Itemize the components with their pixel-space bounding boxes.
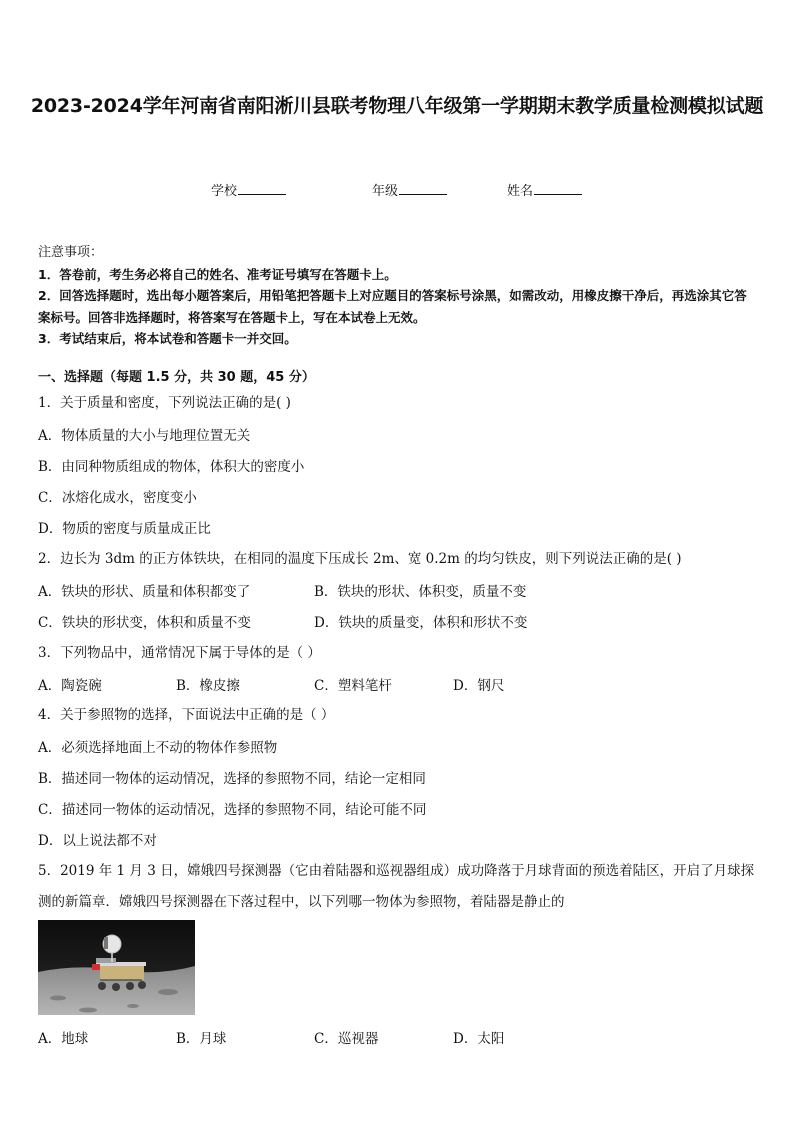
q4-option-d[interactable]: D．以上说法都不对 <box>38 833 157 849</box>
grade-blank[interactable] <box>399 180 447 195</box>
student-info-row <box>0 180 794 200</box>
q2-option-d[interactable]: D．铁块的质量变，体积和形状不变 <box>314 615 528 631</box>
q3-option-c[interactable]: C．塑料笔杆 <box>314 678 392 694</box>
name-blank[interactable] <box>534 180 582 195</box>
question-4-stem: 4．关于参照物的选择，下面说法中正确的是（ ） <box>38 707 335 723</box>
question-5-stem: 5．2019 年 1 月 3 日，嫦娥四号探测器（它由着陆器和巡视器组成）成功降落于月球背面的预选着陆区，开启了月球探测的新篇章．嫦娥四号探测器在下落过程中，以下列哪一物体为参照物，着陆器是静止的 <box>38 863 755 910</box>
notice-item: 2．回答选择题时，选出每小题答案后，用铅笔把答题卡上对应题目的答案标号涂黑，如需改动，用橡皮擦干净后，再选涂其它答案标号。回答非选择题时，将答案写在答题卡上，写在本试卷上无效。 <box>38 288 747 325</box>
question-1-stem: 1．关于质量和密度，下列说法正确的是( ) <box>38 395 291 411</box>
grade-field[interactable] <box>372 180 447 199</box>
section-heading: 一、选择题（每题 1.5 分，共 30 题，45 分） <box>38 370 315 385</box>
q3-option-a[interactable]: A．陶瓷碗 <box>38 678 102 694</box>
q3-option-b[interactable]: B．橡皮擦 <box>176 678 240 694</box>
q1-option-a[interactable]: A．物体质量的大小与地理位置无关 <box>38 428 251 444</box>
grade-label: 年级 <box>372 184 399 199</box>
notice-heading: 注意事项： <box>38 245 104 260</box>
q1-option-c[interactable]: C．冰熔化成水，密度变小 <box>38 490 197 506</box>
q5-option-a[interactable]: A．地球 <box>38 1031 89 1047</box>
q1-option-b[interactable]: B．由同种物质组成的物体，体积大的密度小 <box>38 459 305 475</box>
question-3-stem: 3．下列物品中，通常情况下属于导体的是（ ） <box>38 645 321 661</box>
document-title: 2023-2024学年河南省南阳淅川县联考物理八年级第一学期期末教学质量检测模拟试题 <box>30 95 764 117</box>
q2-option-b[interactable]: B．铁块的形状、体积变，质量不变 <box>314 584 527 600</box>
notice-block <box>38 242 758 350</box>
school-label: 学校 <box>211 184 238 199</box>
q4-option-b[interactable]: B．描述同一物体的运动情况，选择的参照物不同，结论一定相同 <box>38 771 426 787</box>
q4-option-a[interactable]: A．必须选择地面上不动的物体作参照物 <box>38 740 278 756</box>
q1-option-d[interactable]: D．物质的密度与质量成正比 <box>38 521 211 537</box>
school-blank[interactable] <box>238 180 286 195</box>
name-field[interactable] <box>507 180 582 199</box>
notice-item: 3．考试结束后，将本试卷和答题卡一并交回。 <box>38 331 297 346</box>
q4-option-c[interactable]: C．描述同一物体的运动情况，选择的参照物不同，结论可能不同 <box>38 802 427 818</box>
q2-option-c[interactable]: C．铁块的形状变，体积和质量不变 <box>38 615 251 631</box>
lunar-lander-photo <box>38 920 195 1015</box>
q5-option-c[interactable]: C．巡视器 <box>314 1031 379 1047</box>
q5-option-d[interactable]: D．太阳 <box>453 1031 505 1047</box>
q3-option-d[interactable]: D．钢尺 <box>453 678 505 694</box>
q5-option-b[interactable]: B．月球 <box>176 1031 227 1047</box>
name-label: 姓名 <box>507 184 534 199</box>
q2-option-a[interactable]: A．铁块的形状、质量和体积都变了 <box>38 584 251 600</box>
question-2-stem: 2．边长为 3dm 的正方体铁块，在相同的温度下压成长 2m、宽 0.2m 的均匀铁皮，则下列说法正确的是( ) <box>38 551 682 567</box>
school-field[interactable] <box>211 180 286 199</box>
notice-item: 1．答卷前，考生务必将自己的姓名、准考证号填写在答题卡上。 <box>38 266 397 282</box>
